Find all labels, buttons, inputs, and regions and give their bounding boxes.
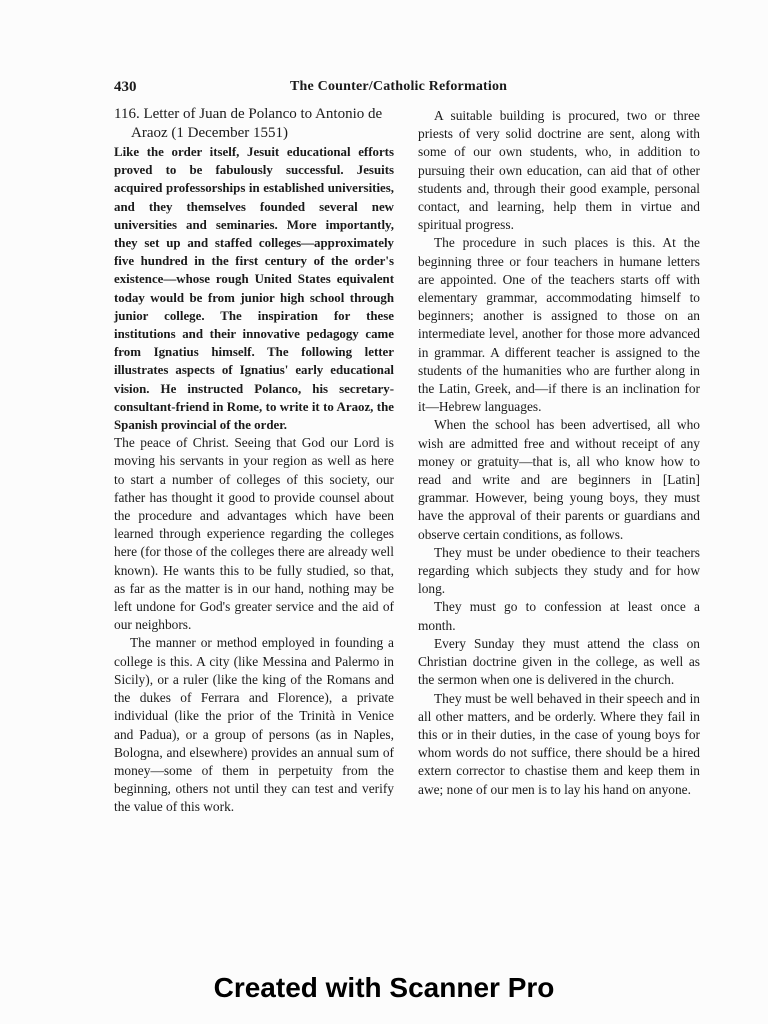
letter-body-left (114, 434, 394, 816)
paragraph: When the school has been advertised, all who wish are admitted free and without receipt of any money or gratuity—that is, all who know how to read and write and are beginners in [Latin] grammar. However, being young boys, they must have the approval of their parents or guardians and observe certain conditions, as follows. (418, 417, 700, 542)
editorial-intro: Like the order itself, Jesuit educational efforts proved to be fabulously successful. Jesuits acquired professorships in established universities, and they themselves founded several new universities and seminaries. More importantly, they set up and staffed colleges—approximately five hundred in the first century of the order's existence—whose rough United States equivalent today would be from junior high school through junior college. The inspiration for these institutions and their innovative pedagogy came from Ignatius himself. The following letter illustrates aspects of Ignatius' early educational vision. He instructed Polanco, his secretary-consultant-friend in Rome, to write it to Araoz, the Spanish provincial of the order. (114, 145, 394, 433)
paragraph: The manner or method employed in founding a college is this. A city (like Messina and Palermo in Sicily), or a ruler (like the king of the Romans and the dukes of Ferrara and Florence), a private individual (like the prior of the Trinità in Venice and Padua), or a group of persons (as in Naples, Bologna, and elsewhere) provides an annual sum of money—some of them in perpetuity from the beginning, others not until they can test and verify the value of this work. (114, 635, 394, 815)
paragraph: Every Sunday they must attend the class on Christian doctrine given in the college, as well as the sermon when one is delivered in the church. (418, 635, 700, 688)
right-column (418, 107, 700, 799)
left-column (114, 105, 394, 817)
paragraph: The peace of Christ. Seeing that God our Lord is moving his servants in your region as well as here to start a number of colleges of this society, our father has thought it good to provide counsel about the procedure and advantages which have been learned through experience regarding the colleges here (for those of the colleges there are already well known). He wants this to be fully studied, so that, as far as the matter is in our hand, nothing may be left undone for God's greater service and the aid of our neighbors. (114, 435, 394, 633)
letter-heading: 116. Letter of Juan de Polanco to Antonio de Araoz (1 December 1551) (114, 106, 383, 141)
paragraph: A suitable building is procured, two or three priests of very solid doctrine are sent, along with some of our own students, who, in addition to pursuing their own education, can aid that of other students and, through their good example, personal contact, and learning, help them in virtue and spiritual progress. (418, 108, 700, 233)
paragraph: They must go to confession at least once a month. (418, 599, 700, 633)
letter-body-right (418, 107, 700, 799)
paragraph: They must be well behaved in their speech and in all other matters, and be orderly. Where they fail in this or in their duties, in the case of young boys for whom words do not suffice, there should be a hired extern corrector to chastise them and keep them in awe; none of our men is to lay his hand on anyone. (418, 690, 700, 797)
running-head (114, 79, 700, 101)
paragraph: They must be under obedience to their teachers regarding which subjects they study and for how long. (418, 544, 700, 597)
running-title: The Counter/Catholic Reformation (290, 79, 508, 94)
scanner-watermark: Created with Scanner Pro (213, 972, 555, 1003)
page-number: 430 (114, 79, 137, 95)
paragraph: The procedure in such places is this. At the beginning three or four teachers in humane letters are appointed. One of the teachers starts off with elementary grammar, accommodating himself to beginners; another is assigned to those on an intermediate level, another for those more advanced in grammar. A different teacher is assigned to the students of the humanities who are further along in the Latin, Greek, and—if there is an inclination for it—Hebrew languages. (418, 235, 700, 415)
